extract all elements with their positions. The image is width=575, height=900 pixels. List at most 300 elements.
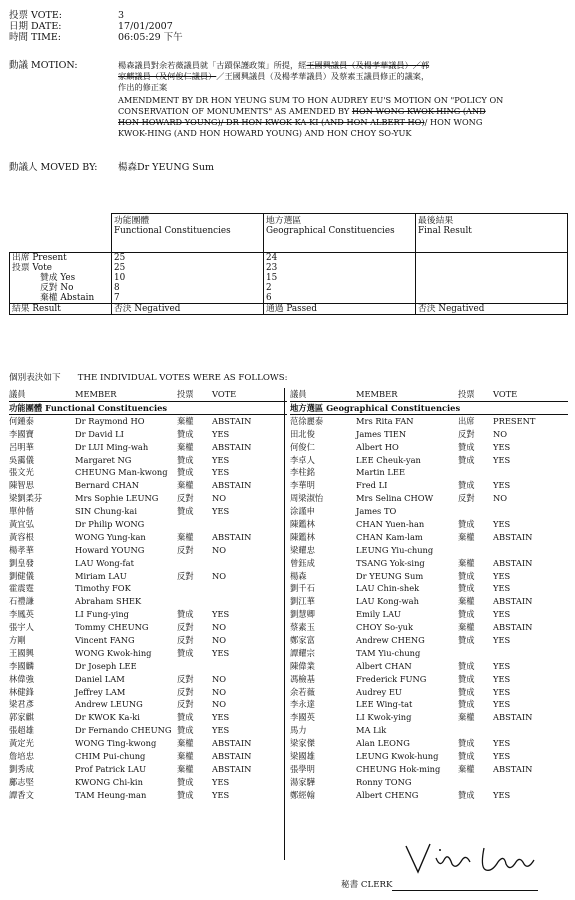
member-name-zh: 涂謹申	[290, 506, 315, 517]
gc-member-row	[290, 750, 568, 763]
vote-zh: 棄權	[177, 415, 194, 426]
gc-member-row	[290, 789, 568, 802]
member-name-zh: 吳靄儀	[9, 454, 34, 465]
vote-en: YES	[493, 751, 511, 762]
member-name-zh: 王國興	[9, 647, 34, 658]
summary-header-fc: 功能團體 Functional Constituencies	[112, 214, 264, 253]
member-name-en: Mrs Sophie LEUNG	[75, 493, 159, 504]
member-name-en: LEUNG Kwok-hung	[356, 751, 439, 762]
motion-en-line2	[118, 106, 486, 117]
member-name-en: Andrew CHENG	[356, 635, 425, 646]
member-name-en: WONG Yung-kan	[75, 531, 146, 542]
summary-result-row	[10, 304, 568, 315]
member-name-zh: 何鍾泰	[9, 415, 34, 426]
vote-en: YES	[493, 519, 511, 530]
vote-zh: 贊成	[458, 686, 475, 697]
member-name-en: LI Fung-ying	[75, 609, 129, 620]
vote-zh: 贊成	[177, 725, 194, 736]
gc-member-row	[290, 634, 568, 647]
member-name-en: KWONG Chi-kin	[75, 776, 143, 787]
member-name-zh: 曾鈺成	[290, 557, 315, 568]
motion-zh-line1	[118, 60, 429, 71]
motion-en-line3-struck: HON HOWARD YOUNG)/ DR HON KWOK KA-KI (AND HON ALBERT HO)	[118, 117, 425, 127]
member-name-en: Abraham SHEK	[75, 596, 142, 607]
gc-member-row	[290, 570, 568, 583]
member-name-en: Bernard CHAN	[75, 480, 140, 491]
member-name-en: Audrey EU	[356, 686, 402, 697]
vote-zh: 棄權	[177, 751, 194, 762]
fc-member-row	[9, 776, 287, 789]
vote-zh: 贊成	[177, 506, 194, 517]
member-name-en: Mrs Selina CHOW	[356, 493, 434, 504]
fc-member-row	[9, 466, 287, 479]
gc-member-row	[290, 544, 568, 557]
vote-en: YES	[493, 609, 511, 620]
vote-en: NO	[493, 428, 508, 439]
vote-zh: 贊成	[177, 454, 194, 465]
gc-member-row	[290, 711, 568, 724]
summary-result-final: 否決 Negatived	[416, 304, 568, 315]
vote-en: YES	[212, 647, 230, 658]
vote-zh: 贊成	[458, 635, 475, 646]
vote-en: ABSTAIN	[493, 763, 533, 774]
fc-member-row	[9, 595, 287, 608]
member-name-en: Howard YOUNG	[75, 544, 145, 555]
vote-en: ABSTAIN	[212, 415, 252, 426]
member-name-en: Daniel LAM	[75, 673, 125, 684]
vote-zh: 贊成	[458, 480, 475, 491]
member-name-zh: 劉江華	[290, 596, 315, 607]
gc-member-row	[290, 505, 568, 518]
member-name-zh: 梁國雄	[290, 751, 315, 762]
member-name-en: Timothy FOK	[75, 583, 131, 594]
summary-header-final: 最後結果 Final Result	[416, 214, 568, 253]
member-name-zh: 劉千石	[290, 583, 315, 594]
member-name-en: CHEUNG Man-kwong	[75, 467, 168, 478]
gc-member-row	[290, 595, 568, 608]
summary-result-gc: 通過 Passed	[264, 304, 416, 315]
gc-member-row	[290, 415, 568, 428]
vote-en: ABSTAIN	[493, 712, 533, 723]
member-name-zh: 張文光	[9, 467, 34, 478]
vote-en: NO	[212, 635, 227, 646]
member-name-en: Tommy CHEUNG	[75, 622, 149, 633]
member-name-en: Dr LUI Ming-wah	[75, 441, 149, 452]
vote-en: NO	[212, 493, 227, 504]
vote-en: NO	[493, 493, 508, 504]
fc-member-row	[9, 673, 287, 686]
motion-zh-line2-b: ／王國興議員（及楊孝華議員）及蔡素玉議員修正的議案，	[216, 71, 430, 81]
member-name-en: LAU Kong-wah	[356, 596, 419, 607]
vote-zh: 贊成	[458, 441, 475, 452]
member-name-zh: 林健鋒	[9, 686, 34, 697]
member-name-en: Dr Philip WONG	[75, 519, 145, 530]
member-name-en: CHEUNG Hok-ming	[356, 763, 441, 774]
vote-en: YES	[212, 725, 230, 736]
vote-en: NO	[212, 570, 227, 581]
vote-en: ABSTAIN	[212, 751, 252, 762]
member-name-zh: 呂明華	[9, 441, 34, 452]
member-name-en: Andrew LEUNG	[75, 699, 143, 710]
vote-zh: 贊成	[177, 776, 194, 787]
member-name-zh: 李永達	[290, 699, 315, 710]
vote-en: YES	[212, 609, 230, 620]
vote-zh: 贊成	[458, 738, 475, 749]
vote-en: YES	[212, 712, 230, 723]
member-name-en: Dr KWOK Ka-ki	[75, 712, 140, 723]
clerk-signature-image	[400, 838, 540, 880]
vote-en: ABSTAIN	[212, 480, 252, 491]
member-name-zh: 張學明	[290, 763, 315, 774]
member-name-en: Ronny TONG	[356, 776, 412, 787]
fc-column-headers: 議員 MEMBER 投票 VOTE	[9, 388, 287, 402]
member-name-zh: 楊孝華	[9, 544, 34, 555]
member-name-zh: 梁劉柔芬	[9, 493, 43, 504]
member-name-zh: 陳智思	[9, 480, 34, 491]
vote-en: YES	[212, 776, 230, 787]
member-name-en: Dr Fernando CHEUNG	[75, 725, 172, 736]
fc-member-row	[9, 570, 287, 583]
motion-zh-line2	[118, 71, 429, 82]
fc-member-row	[9, 608, 287, 621]
vote-en: YES	[212, 428, 230, 439]
member-name-en: LI Kwok-ying	[356, 712, 412, 723]
vote-zh: 反對	[177, 622, 194, 633]
fc-member-row	[9, 724, 287, 737]
motion-zh-line3: 作出的修正案	[118, 82, 168, 92]
fc-member-row	[9, 750, 287, 763]
fc-member-row	[9, 415, 287, 428]
fc-member-row	[9, 582, 287, 595]
fc-member-row	[9, 505, 287, 518]
vote-en: YES	[493, 660, 511, 671]
member-name-zh: 馮檢基	[290, 673, 315, 684]
vote-zh: 反對	[458, 493, 475, 504]
member-name-en: CHIM Pui-chung	[75, 751, 146, 762]
vote-en: ABSTAIN	[493, 557, 533, 568]
vote-en: YES	[493, 635, 511, 646]
gc-member-row	[290, 531, 568, 544]
member-name-en: CHAN Yuen-han	[356, 519, 425, 530]
vote-en: ABSTAIN	[212, 763, 252, 774]
member-name-zh: 劉皇發	[9, 557, 34, 568]
member-name-en: LAU Wong-fat	[75, 557, 134, 568]
fc-member-row	[9, 763, 287, 776]
member-name-en: CHAN Kam-lam	[356, 531, 423, 542]
member-name-zh: 楊森	[290, 570, 307, 581]
motion-en-line1: AMENDMENT BY DR HON YEUNG SUM TO HON AUDREY EU'S MOTION ON "POLICY ON	[118, 95, 504, 105]
vote-zh: 棄權	[458, 557, 475, 568]
vote-zh: 反對	[177, 570, 194, 581]
fc-member-row	[9, 621, 287, 634]
member-name-zh: 劉慧卿	[290, 609, 315, 620]
member-name-zh: 梁耀忠	[290, 544, 315, 555]
member-name-zh: 林偉強	[9, 673, 34, 684]
vote-zh: 棄權	[177, 480, 194, 491]
member-name-zh: 何俊仁	[290, 441, 315, 452]
vote-zh: 贊成	[458, 699, 475, 710]
summary-row-labels: 出席 Present 投票 Vote 贊成 Yes 反對 No 棄權 Abstain	[10, 253, 112, 304]
member-name-zh: 霍震霆	[9, 583, 34, 594]
member-name-en: Vincent FANG	[75, 635, 135, 646]
vote-zh: 贊成	[458, 660, 475, 671]
vote-zh: 贊成	[177, 789, 194, 800]
time-value: 06:05:29 下午	[118, 32, 183, 43]
member-name-en: LAU Chin-shek	[356, 583, 420, 594]
summary-result-label: 結果 Result	[10, 304, 112, 315]
member-name-zh: 劉秀成	[9, 763, 34, 774]
vote-zh: 反對	[177, 544, 194, 555]
vote-en: YES	[212, 454, 230, 465]
vote-zh: 贊成	[458, 751, 475, 762]
summary-corner	[10, 214, 112, 253]
member-name-en: LEUNG Yiu-chung	[356, 544, 434, 555]
vote-zh: 棄權	[458, 763, 475, 774]
vote-zh: 棄權	[458, 622, 475, 633]
member-name-en: WONG Kwok-hing	[75, 647, 152, 658]
vote-en: YES	[493, 454, 511, 465]
member-name-en: Emily LAU	[356, 609, 402, 620]
gc-member-row	[290, 737, 568, 750]
member-name-zh: 石禮謙	[9, 596, 34, 607]
vote-zh: 棄權	[458, 712, 475, 723]
member-name-en: TSANG Yok-sing	[356, 557, 425, 568]
member-name-en: Dr David LI	[75, 428, 124, 439]
member-name-zh: 黃容根	[9, 531, 34, 542]
vote-en: YES	[493, 583, 511, 594]
member-name-zh: 詹培忠	[9, 751, 34, 762]
summary-result-fc: 否決 Negatived	[112, 304, 264, 315]
vote-zh: 贊成	[177, 647, 194, 658]
member-name-zh: 陳偉業	[290, 660, 315, 671]
member-name-zh: 譚耀宗	[290, 647, 315, 658]
summary-header-gc: 地方選區 Geographical Constituencies	[264, 214, 416, 253]
vote-zh: 出席	[458, 415, 475, 426]
motion-en-line3	[118, 117, 482, 128]
fc-member-row	[9, 686, 287, 699]
fc-member-row	[9, 479, 287, 492]
member-name-zh: 李鳳英	[9, 609, 34, 620]
member-name-en: SIN Chung-kai	[75, 506, 137, 517]
vote-en: YES	[493, 480, 511, 491]
date-label: 日期 DATE:	[9, 21, 62, 32]
gc-member-row	[290, 428, 568, 441]
member-name-en: James TO	[356, 506, 397, 517]
gc-member-row	[290, 492, 568, 505]
member-name-zh: 湯家驊	[290, 776, 315, 787]
motion-label: 動議 MOTION:	[9, 60, 78, 71]
member-name-zh: 陳鑑林	[290, 531, 315, 542]
member-name-en: Alan LEONG	[356, 738, 410, 749]
vote-summary-table	[9, 213, 568, 315]
gc-member-row	[290, 647, 568, 660]
gc-member-row	[290, 557, 568, 570]
motion-zh-line2-struck: 家麒議員（及何俊仁議員）	[118, 71, 217, 81]
fc-member-row	[9, 441, 287, 454]
vote-zh: 反對	[177, 686, 194, 697]
member-name-zh: 方剛	[9, 635, 26, 646]
gc-votes-column	[290, 388, 568, 802]
vote-zh: 贊成	[458, 519, 475, 530]
vote-en: YES	[212, 506, 230, 517]
fc-member-row	[9, 647, 287, 660]
member-name-en: TAM Heung-man	[75, 789, 147, 800]
fc-votes-column	[9, 388, 287, 802]
motion-en-line2-struck: HON WONG KWOK-HING (AND	[351, 106, 486, 116]
member-name-en: Miriam LAU	[75, 570, 127, 581]
member-name-zh: 梁君彥	[9, 699, 34, 710]
member-name-en: Albert HO	[356, 441, 399, 452]
fc-member-row	[9, 660, 287, 673]
gc-member-row	[290, 776, 568, 789]
gc-column-headers: 議員 MEMBER 投票 VOTE	[290, 388, 568, 402]
motion-en-line4: KWOK-HING (AND HON HOWARD YOUNG) AND HON CHOY SO-YUK	[118, 128, 412, 138]
member-name-zh: 張宇人	[9, 622, 34, 633]
summary-header-row	[10, 214, 568, 253]
vote-number-value: 3	[118, 10, 125, 21]
member-name-zh: 馬力	[290, 725, 307, 736]
member-name-zh: 鄭家富	[290, 635, 315, 646]
member-name-zh: 余若薇	[290, 686, 315, 697]
member-name-zh: 李國寶	[9, 428, 34, 439]
fc-member-row	[9, 737, 287, 750]
member-name-en: WONG Ting-kwong	[75, 738, 157, 749]
member-name-en: Frederick FUNG	[356, 673, 427, 684]
vote-en: YES	[212, 467, 230, 478]
member-name-zh: 鄺志堅	[9, 776, 34, 787]
vote-zh: 贊成	[458, 454, 475, 465]
member-name-zh: 鄭經翰	[290, 789, 315, 800]
fc-member-row	[9, 428, 287, 441]
member-name-zh: 李華明	[290, 480, 315, 491]
member-name-zh: 周梁淑怡	[290, 493, 324, 504]
gc-member-row	[290, 698, 568, 711]
member-name-zh: 黃定光	[9, 738, 34, 749]
column-divider	[284, 388, 285, 860]
vote-zh: 贊成	[458, 583, 475, 594]
vote-number-label: 投票 VOTE:	[9, 10, 62, 21]
fc-member-row	[9, 634, 287, 647]
vote-zh: 贊成	[458, 673, 475, 684]
vote-zh: 棄權	[177, 531, 194, 542]
date-value: 17/01/2007	[118, 21, 173, 32]
fc-member-row	[9, 711, 287, 724]
member-name-en: Margaret NG	[75, 454, 132, 465]
gc-member-row	[290, 454, 568, 467]
vote-zh: 贊成	[458, 609, 475, 620]
gc-member-row	[290, 763, 568, 776]
fc-member-row	[9, 492, 287, 505]
member-name-en: Jeffrey LAM	[75, 686, 126, 697]
member-name-zh: 李柱銘	[290, 467, 315, 478]
summary-final-values	[416, 253, 568, 304]
member-name-en: Albert CHENG	[356, 789, 419, 800]
fc-member-row	[9, 518, 287, 531]
vote-en: NO	[212, 622, 227, 633]
member-name-zh: 李卓人	[290, 454, 315, 465]
vote-zh: 贊成	[177, 467, 194, 478]
vote-zh: 贊成	[458, 789, 475, 800]
vote-zh: 反對	[177, 673, 194, 684]
gc-member-row	[290, 441, 568, 454]
individual-votes-intro: 個別表決如下 THE INDIVIDUAL VOTES WERE AS FOLLOWS:	[9, 373, 288, 383]
gc-rows	[290, 415, 568, 802]
vote-en: ABSTAIN	[212, 441, 252, 452]
vote-en: NO	[212, 673, 227, 684]
member-name-en: Dr Joseph LEE	[75, 660, 137, 671]
member-name-en: LEE Wing-tat	[356, 699, 413, 710]
vote-en: YES	[493, 441, 511, 452]
moved-by-label: 動議人 MOVED BY:	[9, 162, 98, 173]
member-name-zh: 蔡素玉	[290, 622, 315, 633]
member-name-en: Dr YEUNG Sum	[356, 570, 424, 581]
gc-member-row	[290, 660, 568, 673]
member-name-zh: 單仲偕	[9, 506, 34, 517]
member-name-en: MA Lik	[356, 725, 387, 736]
member-name-en: Martin LEE	[356, 467, 405, 478]
gc-member-row	[290, 621, 568, 634]
fc-member-row	[9, 454, 287, 467]
summary-gc-values: 24 23 15 2 6	[264, 253, 416, 304]
member-name-en: Fred LI	[356, 480, 388, 491]
fc-rows	[9, 415, 287, 802]
vote-zh: 棄權	[458, 531, 475, 542]
gc-member-row	[290, 582, 568, 595]
vote-zh: 反對	[177, 699, 194, 710]
member-name-zh: 陳鑑林	[290, 519, 315, 530]
motion-zh-line1-struck: 王國興議員（及楊孝華議員）／郭	[306, 60, 430, 70]
motion-en-line2-a: CONSERVATION OF MONUMENTS" AS AMENDED BY	[118, 106, 352, 116]
vote-en: YES	[493, 570, 511, 581]
vote-en: ABSTAIN	[212, 738, 252, 749]
member-name-en: James TIEN	[356, 428, 407, 439]
vote-en: ABSTAIN	[493, 596, 533, 607]
member-name-en: Prof Patrick LAU	[75, 763, 147, 774]
fc-member-row	[9, 544, 287, 557]
moved-by-value: 楊森Dr YEUNG Sum	[118, 162, 214, 173]
member-name-en: Mrs Rita FAN	[356, 415, 414, 426]
member-name-zh: 李國英	[290, 712, 315, 723]
vote-zh: 棄權	[177, 738, 194, 749]
vote-zh: 棄權	[458, 596, 475, 607]
vote-en: YES	[493, 789, 511, 800]
motion-en-line3-b: / HON WONG	[424, 117, 483, 127]
member-name-zh: 范徐麗泰	[290, 415, 324, 426]
vote-en: ABSTAIN	[212, 531, 252, 542]
summary-body	[10, 253, 568, 304]
fc-section-title: 功能團體 Functional Constituencies	[9, 402, 287, 415]
vote-zh: 棄權	[177, 441, 194, 452]
vote-zh: 反對	[177, 635, 194, 646]
gc-member-row	[290, 479, 568, 492]
vote-en: NO	[212, 544, 227, 555]
member-name-zh: 梁家傑	[290, 738, 315, 749]
motion-zh-line1-a: 楊森議員對余若薇議員就「古蹟保護政策」所提，經	[118, 60, 307, 70]
member-name-zh: 譚香文	[9, 789, 34, 800]
gc-member-row	[290, 518, 568, 531]
gc-member-row	[290, 686, 568, 699]
vote-en: PRESENT	[493, 415, 536, 426]
gc-member-row	[290, 724, 568, 737]
vote-zh: 贊成	[177, 712, 194, 723]
vote-en: YES	[493, 686, 511, 697]
vote-en: NO	[212, 699, 227, 710]
member-name-zh: 田北俊	[290, 428, 315, 439]
vote-zh: 棄權	[177, 763, 194, 774]
vote-en: NO	[212, 686, 227, 697]
fc-member-row	[9, 531, 287, 544]
member-name-en: LEE Cheuk-yan	[356, 454, 421, 465]
